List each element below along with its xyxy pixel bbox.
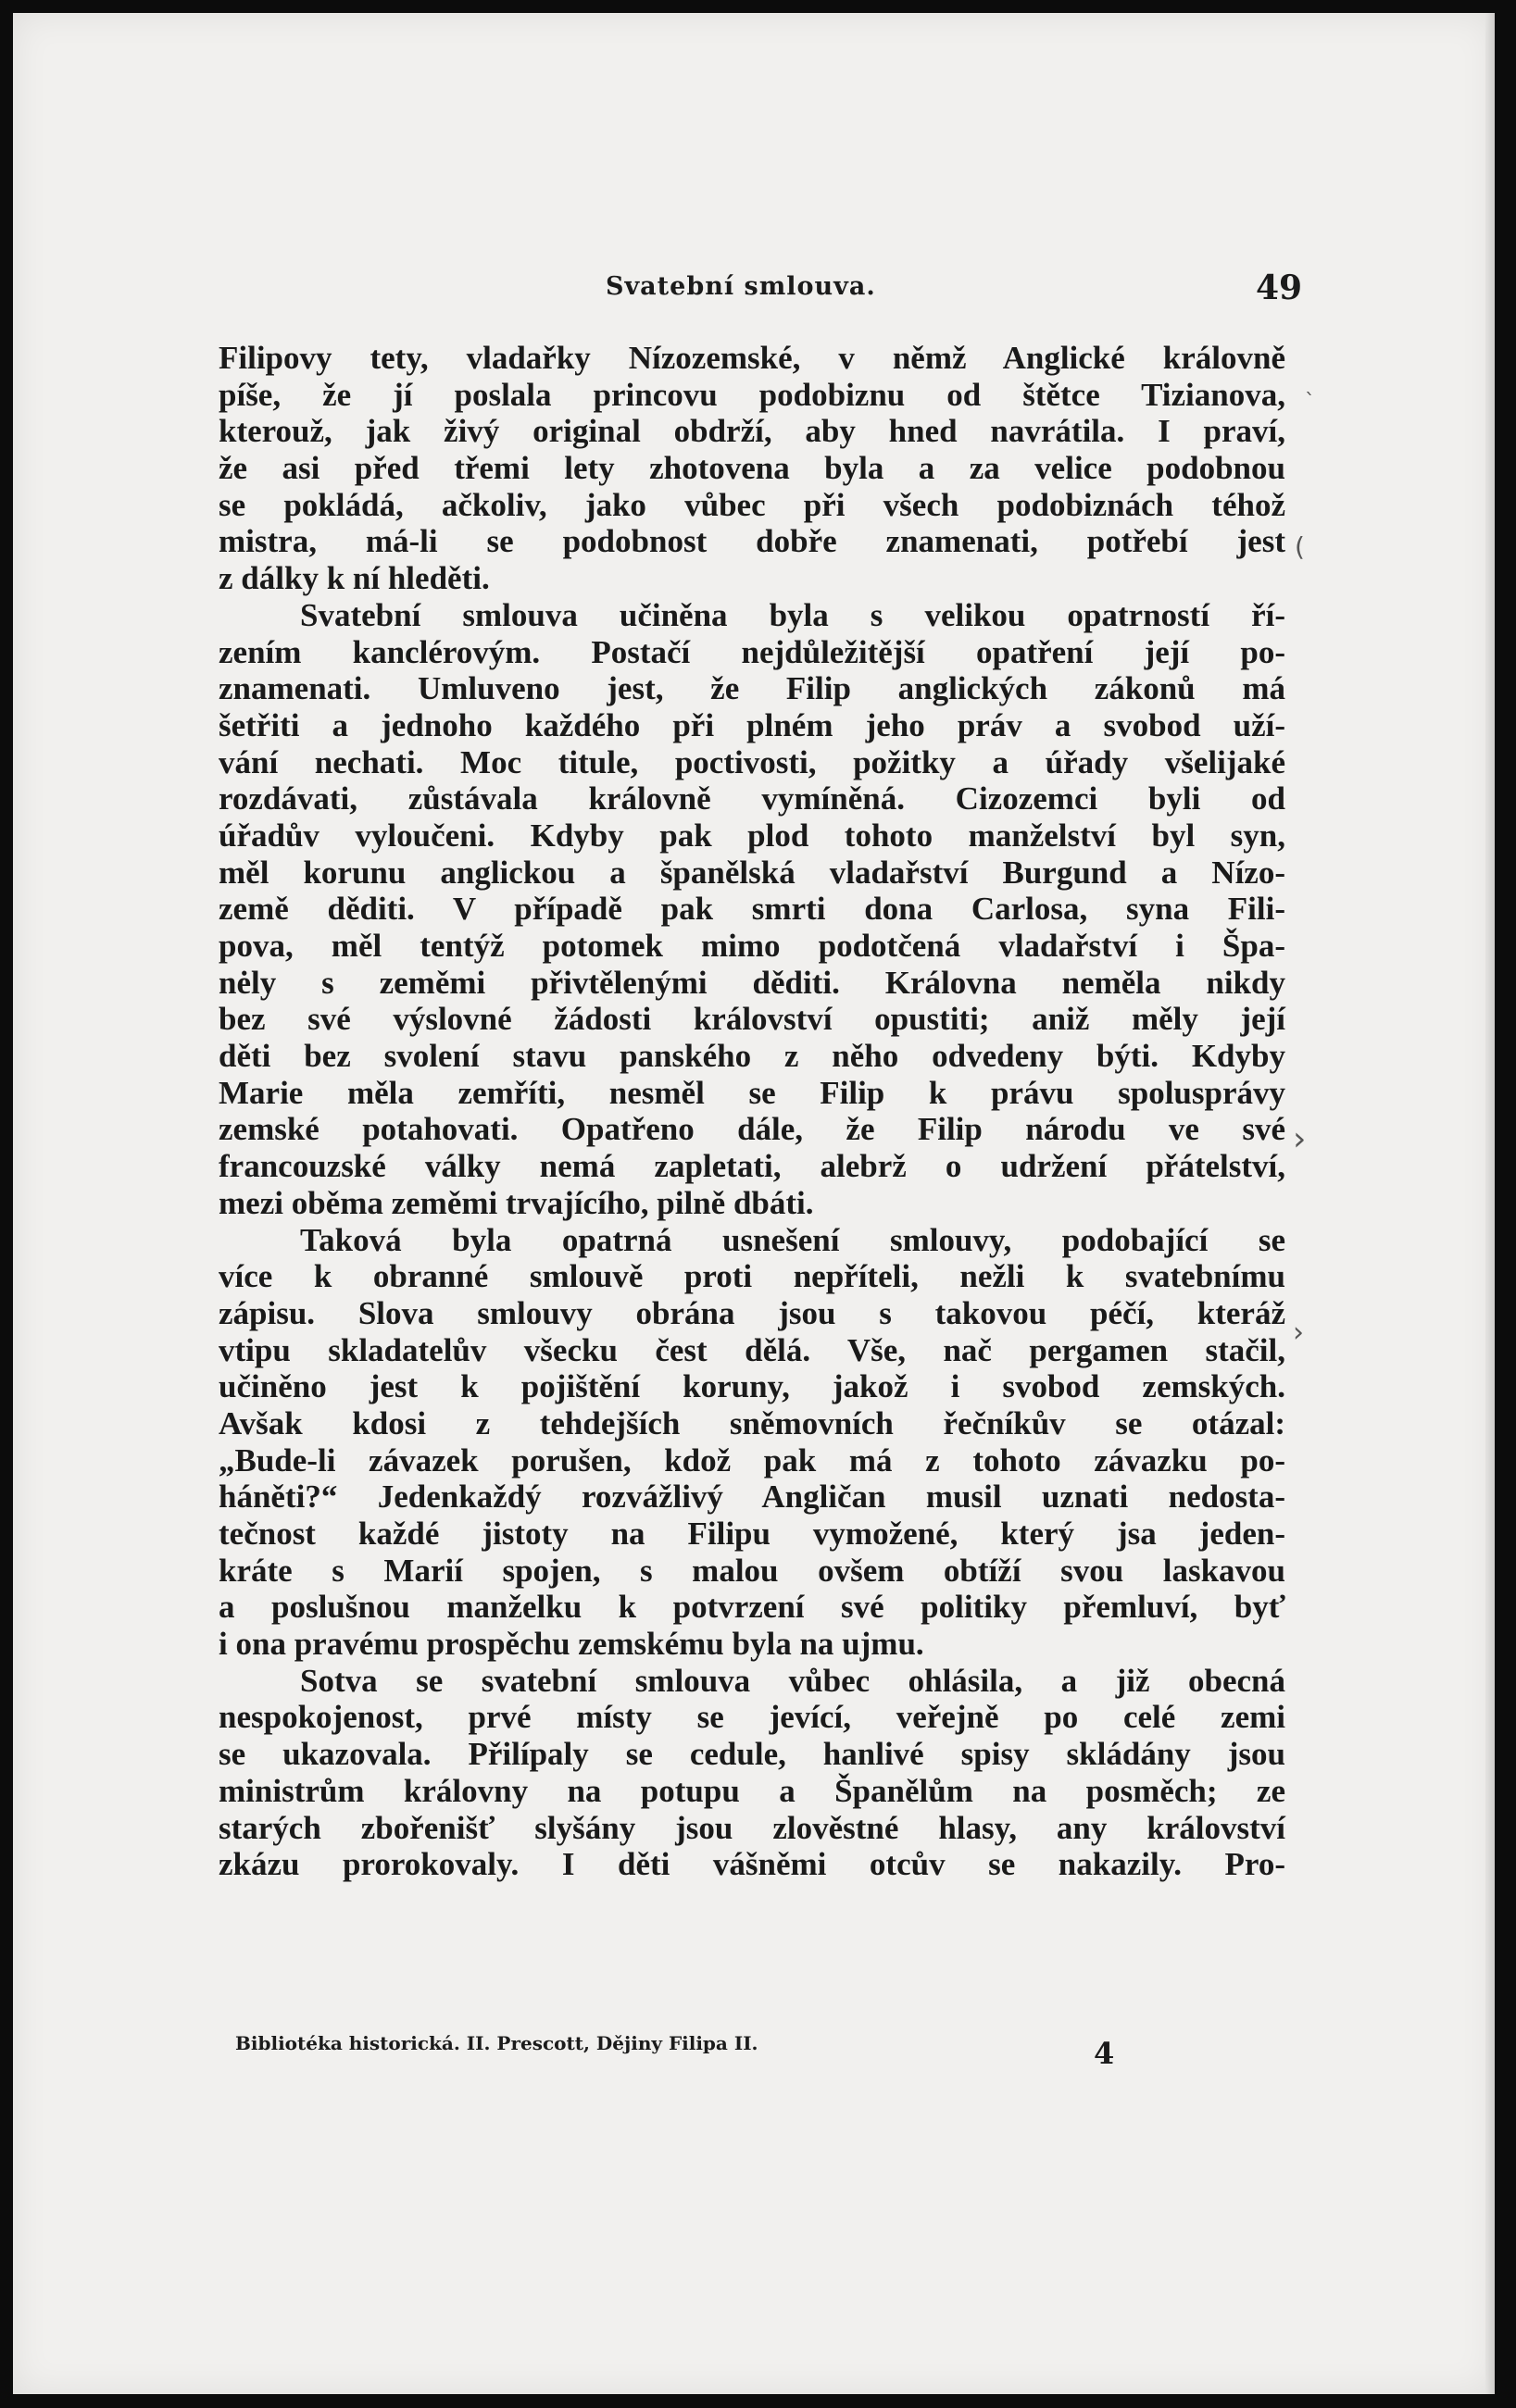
text-line: se ukazovala. Přilípaly se cedule, hanlivé spisy skládány jsou — [219, 1736, 1285, 1773]
text-line: nėly s zeměmi přivtělenými děditi. Královna neměla nikdy — [219, 964, 1285, 1001]
text-line: Taková byla opatrná usnešení smlouvy, podobající se — [300, 1221, 1285, 1258]
text-line: se pokládá, ačkoliv, jako vůbec při všech podobiznách téhož — [219, 486, 1285, 523]
text-line: kterouž, jak živý original obdrží, aby hned navrátila. I praví, — [219, 413, 1285, 450]
text-line: bez své výslovné žádosti království opustiti; aniž měly její — [219, 1001, 1285, 1038]
text-line: vání nechati. Moc titule, poctivosti, požitky a úřady všelijaké — [219, 743, 1285, 780]
text-line: mezi oběma zeměmi trvajícího, pilně dbáti. — [219, 1184, 814, 1221]
text-line: mistra, má-li se podobnost dobře znamenati, potřebí jest — [219, 523, 1285, 560]
text-line: země děditi. V případě pak smrti dona Carlosa, syna Fili- — [219, 891, 1285, 928]
footer-source: Bibliotéka historická. II. Prescott, Dějiny Filipa II. — [235, 2032, 758, 2054]
text-line: zápisu. Slova smlouvy obrána jsou s takovou péčí, kteráž — [219, 1294, 1285, 1331]
text-line: šetřiti a jednoho každého při plném jeho práv a svobod uží- — [219, 706, 1285, 743]
text-line: zením kanclérovým. Postačí nejdůležitější opatření její po- — [219, 633, 1285, 670]
text-line: zemské potahovati. Opatřeno dále, že Filip národu ve své — [219, 1111, 1285, 1148]
text-line: i ona pravému prospěchu zemskému byla na ujmu. — [219, 1626, 924, 1663]
text-line: Marie měla zemříti, nesměl se Filip k právu spolusprávy — [219, 1074, 1285, 1111]
text-line: Avšak kdosi z tehdejších sněmovních řečníkův se otázal: — [219, 1404, 1285, 1441]
text-line: ministrům královny na potupu a Španělům na posměch; ze — [219, 1772, 1285, 1809]
text-line: děti bez svolení stavu panského z něho odvedeny býti. Kdyby — [219, 1038, 1285, 1075]
text-line: kráte s Marií spojen, s malou ovšem obtíží svou laskavou — [219, 1552, 1285, 1589]
margin-mark: ( — [1295, 531, 1305, 562]
text-line: háněti?“ Jedenkaždý rozvážlivý Angličan musil uznati nedosta- — [219, 1478, 1285, 1516]
text-line: učiněno jest k pojištění koruny, jakož i svobod zemských. — [219, 1368, 1285, 1405]
margin-mark: › — [1293, 1120, 1307, 1158]
text-line: více k obranné smlouvě proti nepříteli, nežli k svatebnímu — [219, 1258, 1285, 1295]
text-line: francouzské války nemá zapletati, alebrž o udržení přátelství, — [219, 1148, 1285, 1185]
text-line: zkázu prorokovaly. I děti vášněmi otcův se nakazily. Pro- — [219, 1846, 1285, 1883]
chapter-title: Svatební smlouva. — [606, 272, 876, 301]
text-line: „Bude-li závazek porušen, kdož pak má z tohoto závazku po- — [219, 1441, 1285, 1478]
text-line: měl korunu anglickou a španělská vladařství Burgund a Nízo- — [219, 854, 1285, 891]
page-edge — [1485, 13, 1495, 2394]
page-number: 49 — [1256, 268, 1303, 307]
text-line: znamenati. Umluveno jest, že Filip anglických zákonů má — [219, 670, 1285, 707]
text-line: pova, měl tentýž potomek mimo podotčená vladařství i Špa- — [219, 928, 1285, 964]
text-line: úřadův vyloučeni. Kdyby pak plod tohoto manželství byl syn, — [219, 817, 1285, 854]
text-line: a poslušnou manželku k potvrzení své politiky přemluví, byť — [219, 1589, 1285, 1626]
text-line: Sotva se svatební smlouva vůbec ohlásila, a již obecná — [300, 1662, 1285, 1699]
text-line: vtipu skladatelův všecku čest dělá. Vše, nač pergamen stačil, — [219, 1331, 1285, 1368]
text-line: z dálky k ní hleděti. — [219, 560, 490, 597]
text-line: nespokojenost, prvé místy se jevící, veřejně po celé zemi — [219, 1699, 1285, 1736]
margin-mark: › — [1293, 1316, 1304, 1349]
book-page — [13, 13, 1495, 2394]
text-line: že asi před třemi lety zhotovena byla a za velice podobnou — [219, 450, 1285, 487]
signature-mark: 4 — [1094, 2036, 1115, 2071]
margin-mark: ` — [1305, 391, 1315, 414]
text-line: píše, že jí poslala princovu podobiznu od štětce Tizianova, — [219, 376, 1285, 413]
text-line: tečnost každé jistoty na Filipu vymožené, který jsa jeden- — [219, 1516, 1285, 1552]
text-line: rozdávati, zůstávala královně vymíněná. Cizozemci byli od — [219, 780, 1285, 817]
body-text — [219, 340, 1285, 1883]
text-line: Svatební smlouva učiněna byla s velikou opatrností ří- — [300, 596, 1285, 633]
text-line: starých zbořenišť slyšány jsou zlověstné hlasy, any království — [219, 1809, 1285, 1846]
text-line: Filipovy tety, vladařky Nízozemské, v němž Anglické královně — [219, 340, 1285, 376]
